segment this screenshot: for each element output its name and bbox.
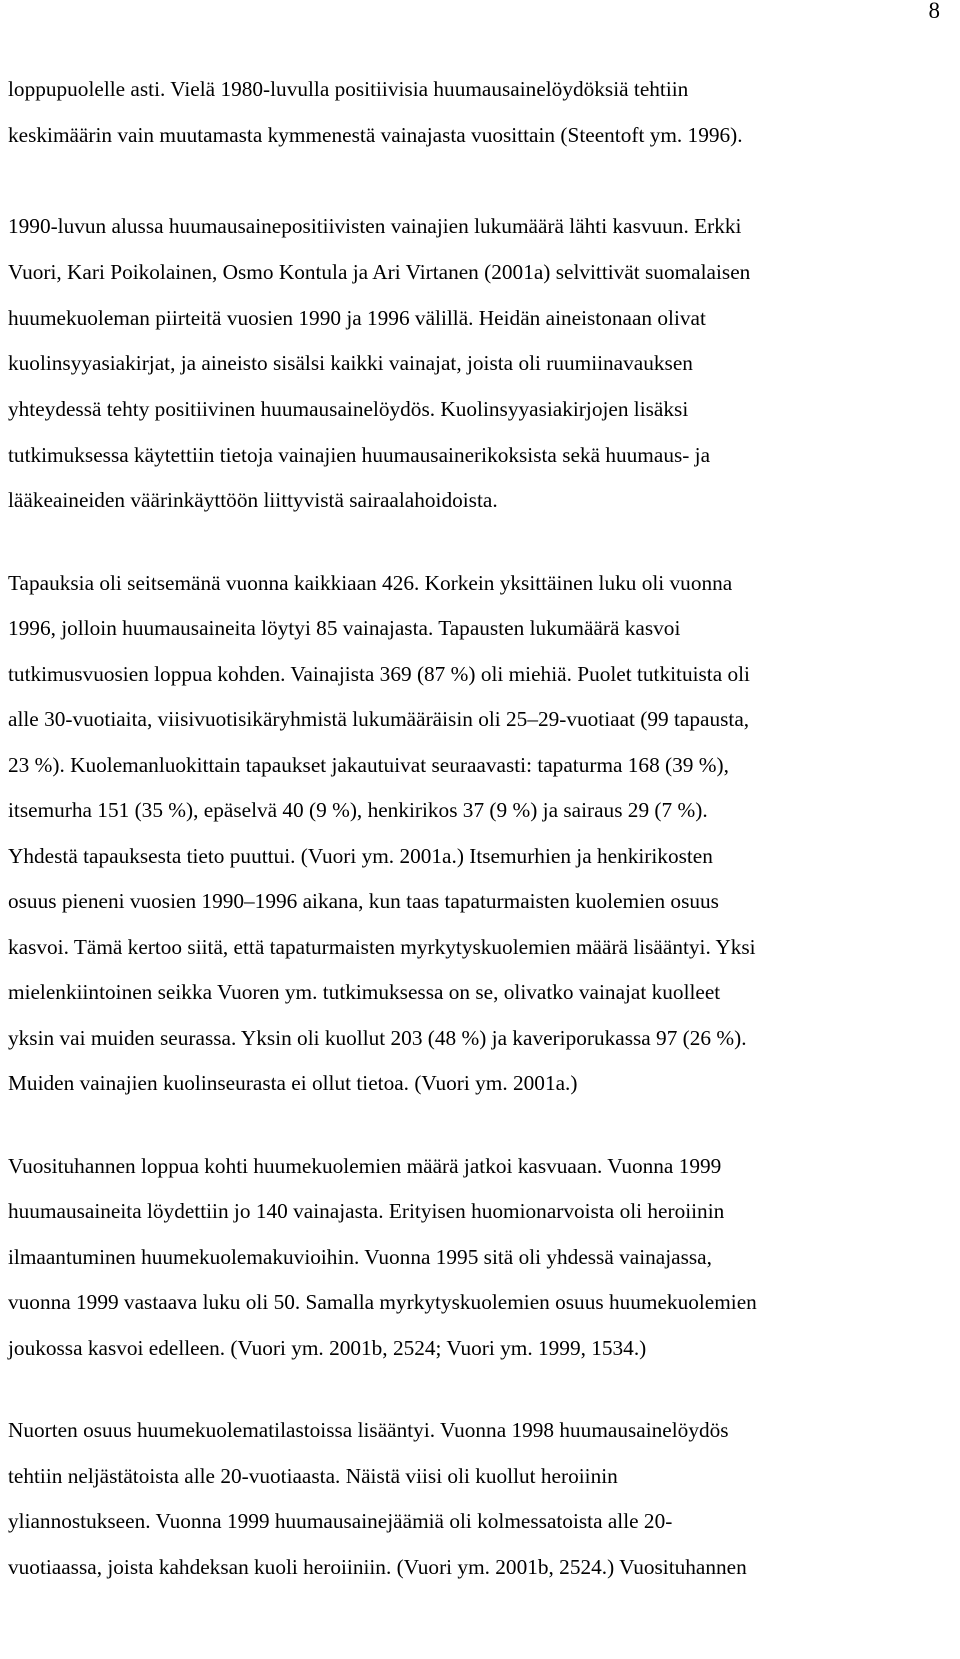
- text-line: 1990-luvun alussa huumausainepositiivisten vainajien lukumäärä lähti kasvuun. Erkki: [8, 214, 742, 238]
- text-line: vuonna 1999 vastaava luku oli 50. Samalla myrkytyskuolemien osuus huumekuolemien: [8, 1290, 757, 1314]
- text-line: mielenkiintoinen seikka Vuoren ym. tutkimuksessa on se, olivatko vainajat kuolleet: [8, 980, 721, 1004]
- text-line: 1996, jolloin huumausaineita löytyi 85 vainajasta. Tapausten lukumäärä kasvoi: [8, 616, 681, 640]
- text-line: Vuosituhannen loppua kohti huumekuolemien määrä jatkoi kasvuaan. Vuonna 1999: [8, 1154, 722, 1178]
- text-line: Muiden vainajien kuolinseurasta ei ollut tietoa. (Vuori ym. 2001a.): [8, 1071, 578, 1095]
- text-line: alle 30-vuotiaita, viisivuotisikäryhmistä lukumääräisin oli 25–29-vuotiaat (99 tapausta,: [8, 707, 750, 731]
- text-line: yksin vai muiden seurassa. Yksin oli kuollut 203 (48 %) ja kaveriporukassa 97 (26 %).: [8, 1026, 747, 1050]
- text-line: tutkimuksessa käytettiin tietoja vainajien huumausainerikoksista sekä huumaus- ja: [8, 443, 711, 467]
- text-line: loppupuolelle asti. Vielä 1980-luvulla positiivisia huumausainelöydöksiä tehtiin: [8, 77, 689, 101]
- text-line: kuolinsyyasiakirjat, ja aineisto sisälsi kaikki vainajat, joista oli ruumiinavauksen: [8, 351, 693, 375]
- text-line: osuus pieneni vuosien 1990–1996 aikana, kun taas tapaturmaisten kuolemien osuus: [8, 889, 719, 913]
- text-line: kasvoi. Tämä kertoo siitä, että tapaturmaisten myrkytyskuolemien määrä lisääntyi. Yksi: [8, 935, 756, 959]
- text-line: huumekuoleman piirteitä vuosien 1990 ja 1996 välillä. Heidän aineistonaan olivat: [8, 306, 706, 330]
- text-line: tehtiin neljästätoista alle 20-vuotiaasta. Näistä viisi oli kuollut heroiinin: [8, 1464, 618, 1488]
- text-line: Yhdestä tapauksesta tieto puuttui. (Vuori ym. 2001a.) Itsemurhien ja henkirikosten: [8, 844, 713, 868]
- text-line: ilmaantuminen huumekuolemakuvioihin. Vuonna 1995 sitä oli yhdessä vainajassa,: [8, 1245, 712, 1269]
- text-line: 23 %). Kuolemanluokittain tapaukset jakautuivat seuraavasti: tapaturma 168 (39 %),: [8, 753, 729, 777]
- text-line: Tapauksia oli seitsemänä vuonna kaikkiaan 426. Korkein yksittäinen luku oli vuonna: [8, 571, 733, 595]
- text-line: Nuorten osuus huumekuolematilastoissa lisääntyi. Vuonna 1998 huumausainelöydös: [8, 1418, 729, 1442]
- text-line: itsemurha 151 (35 %), epäselvä 40 (9 %), henkirikos 37 (9 %) ja sairaus 29 (7 %).: [8, 798, 708, 822]
- text-line: joukossa kasvoi edelleen. (Vuori ym. 2001b, 2524; Vuori ym. 1999, 1534.): [8, 1336, 647, 1360]
- text-line: yliannostukseen. Vuonna 1999 huumausainejäämiä oli kolmessatoista alle 20-: [8, 1509, 673, 1533]
- text-line: keskimäärin vain muutamasta kymmenestä vainajasta vuosittain (Steentoft ym. 1996).: [8, 123, 743, 147]
- text-line: Vuori, Kari Poikolainen, Osmo Kontula ja Ari Virtanen (2001a) selvittivät suomalaisen: [8, 260, 751, 284]
- text-line: tutkimusvuosien loppua kohden. Vainajista 369 (87 %) oli miehiä. Puolet tutkituista oli: [8, 662, 750, 686]
- page-number: 8: [928, 0, 940, 23]
- text-line: vuotiaassa, joista kahdeksan kuoli heroiiniin. (Vuori ym. 2001b, 2524.) Vuosituhannen: [8, 1555, 747, 1579]
- text-line: yhteydessä tehty positiivinen huumausainelöydös. Kuolinsyyasiakirjojen lisäksi: [8, 397, 689, 421]
- text-line: huumausaineita löydettiin jo 140 vainajasta. Erityisen huomionarvoista oli heroiinin: [8, 1199, 725, 1223]
- text-line: lääkeaineiden väärinkäyttöön liittyvistä sairaalahoidoista.: [8, 488, 498, 512]
